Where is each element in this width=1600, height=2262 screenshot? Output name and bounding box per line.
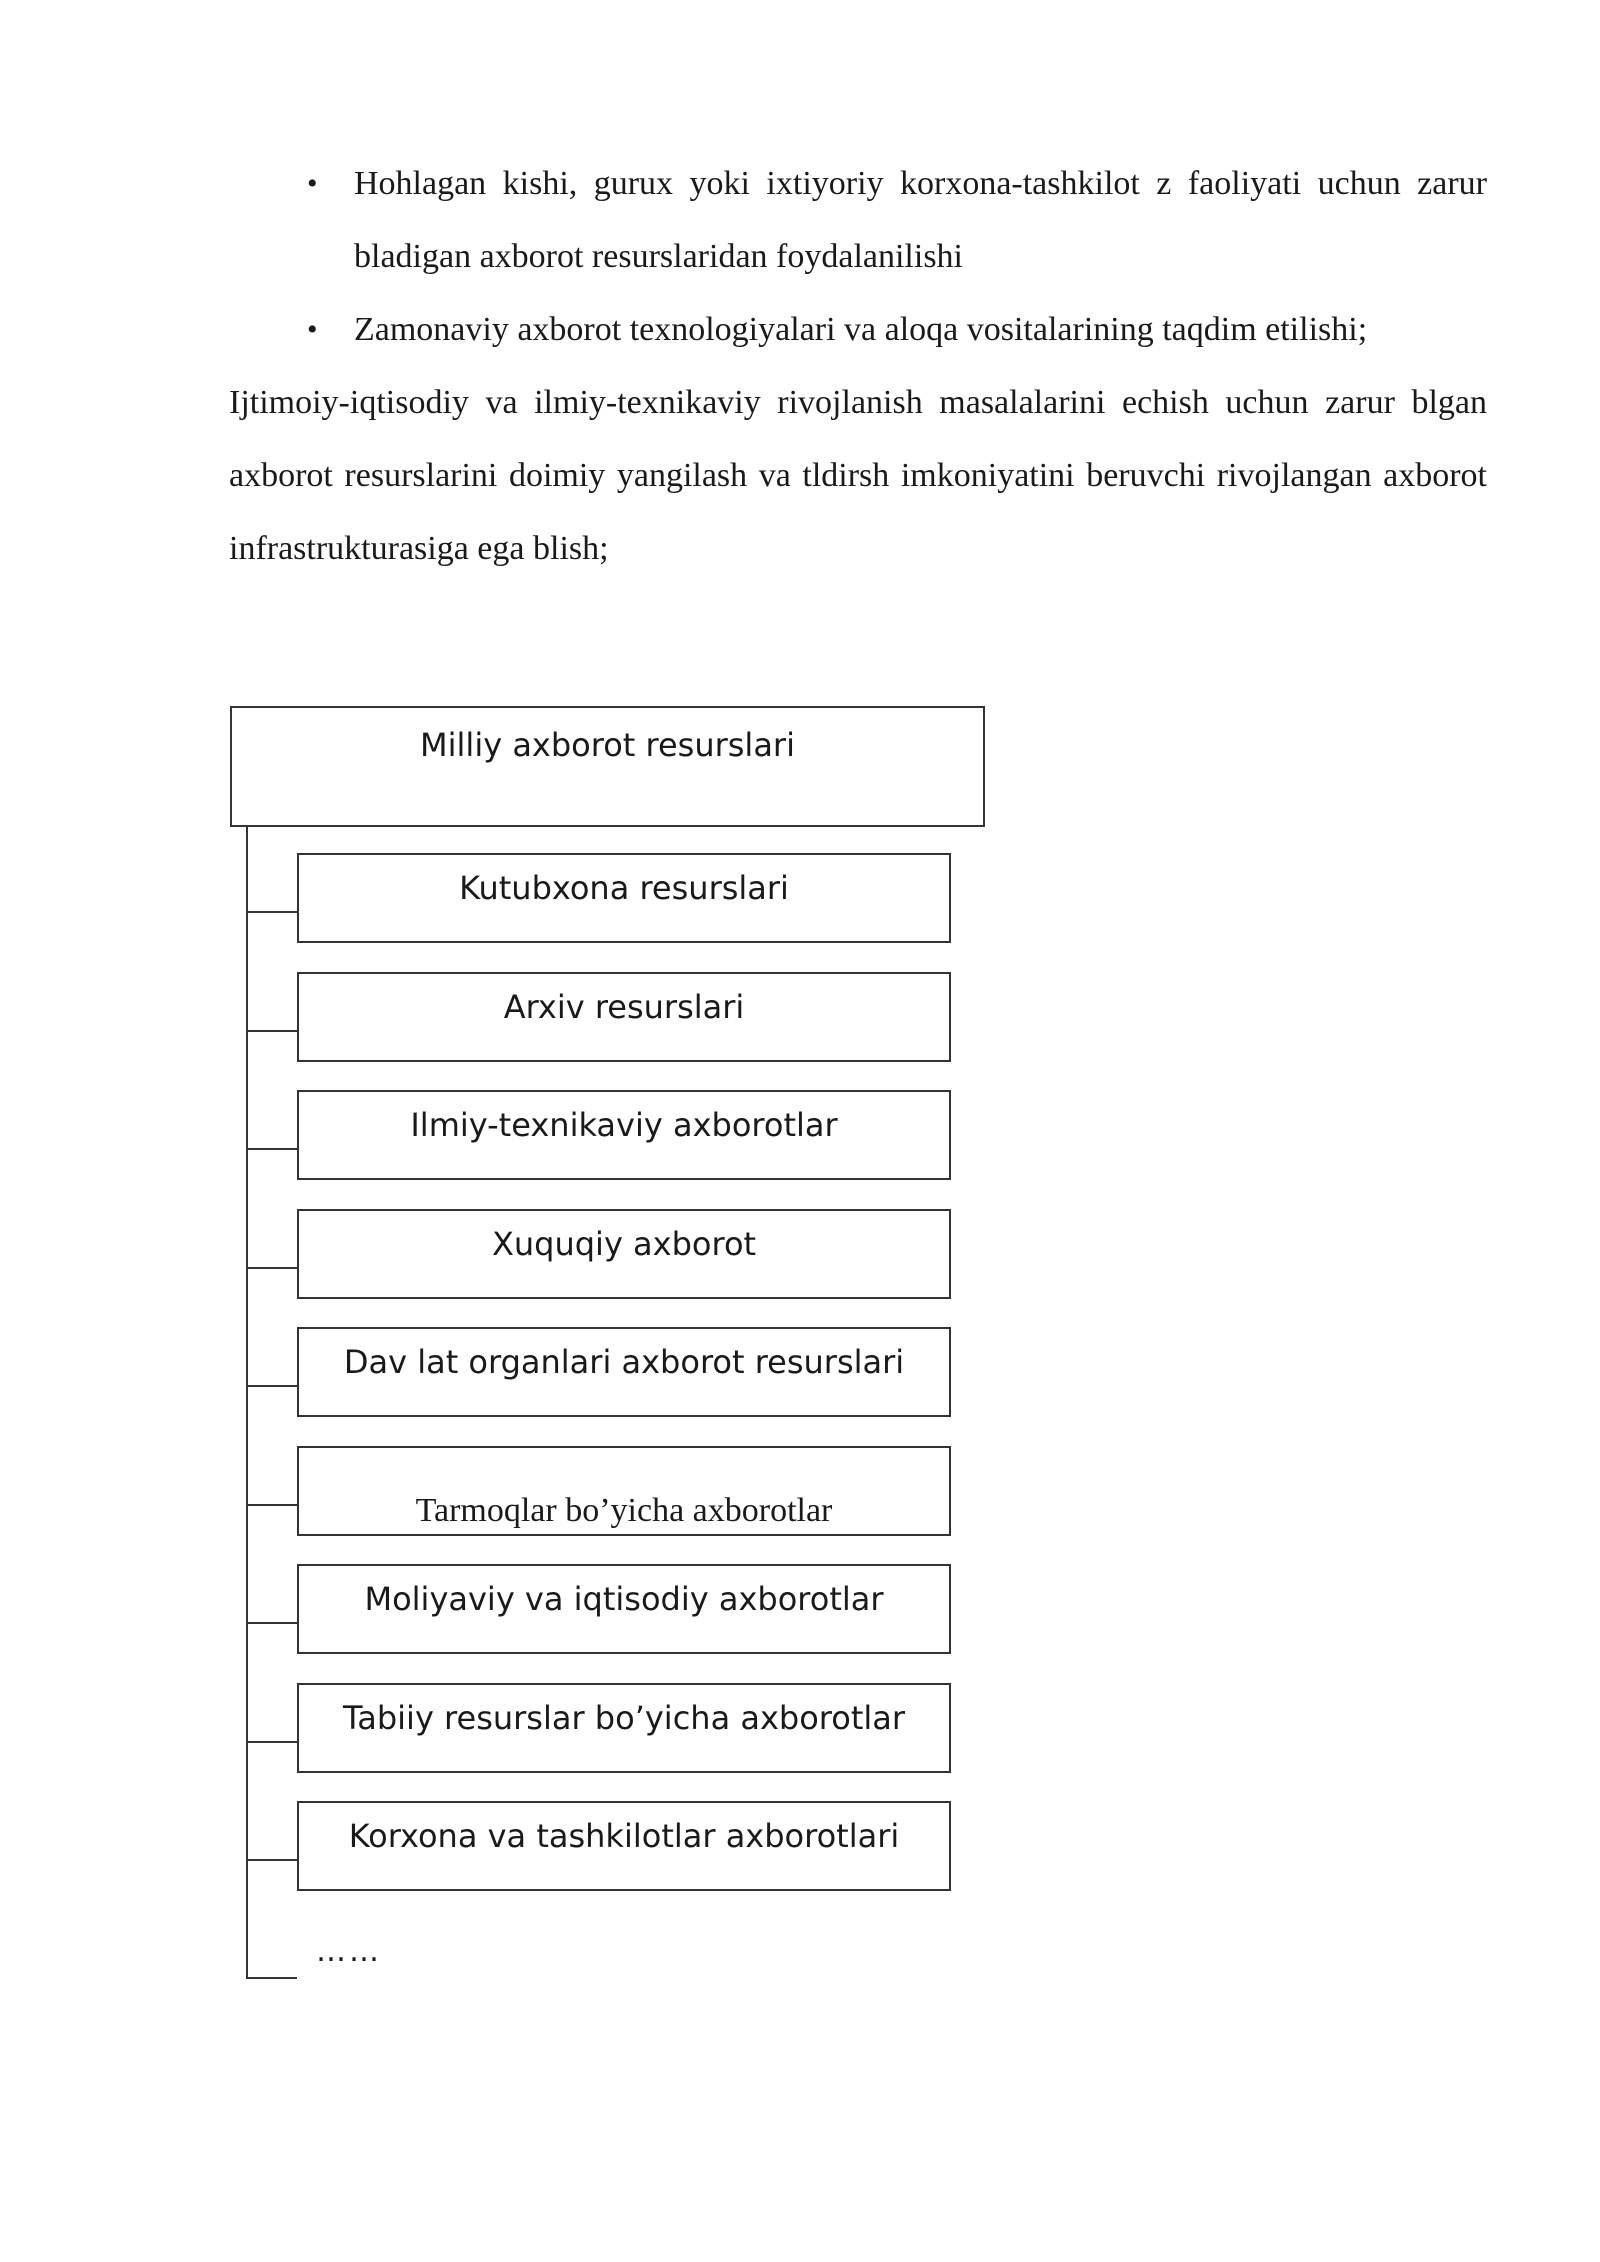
diagram-root-label: Milliy axborot resurslari <box>420 726 795 764</box>
diagram-child-label: Xuquqiy axborot <box>491 1225 757 1263</box>
diagram-child-label: Ilmiy-texnikaviy axborotlar <box>410 1106 838 1144</box>
connector-branch <box>246 1622 297 1624</box>
connector-branch <box>246 1385 297 1387</box>
diagram-child-box <box>297 1446 951 1536</box>
connector-branch <box>246 1741 297 1743</box>
connector-trunk <box>246 827 248 1979</box>
diagram-child-label: Dav lat organlari axborot resurslari <box>343 1343 905 1381</box>
bullet-icon: • <box>307 313 318 346</box>
diagram-child-box <box>297 1801 951 1891</box>
text-block <box>229 147 1487 585</box>
connector-branch-end <box>246 1977 297 1979</box>
diagram-child-label: Moliyaviy va iqtisodiy axborotlar <box>364 1580 884 1618</box>
diagram-child-box <box>297 972 951 1062</box>
diagram-child-label: Tabiiy resurslar bo’yicha axborotlar <box>342 1699 906 1737</box>
diagram-child-label: Kutubxona resurslari <box>459 869 789 907</box>
diagram-child-box <box>297 1209 951 1299</box>
diagram-child-box <box>297 1564 951 1654</box>
body-paragraph: Ijtimoiy-iqtisodiy va ilmiy-texnikaviy rivojlanish masalalarini echish uchun zarur blgan axborot resurslarini doimiy yangilash va tldirsh imkoniyatini beruvchi rivojlangan axborot infrastrukturasiga ega blish; <box>229 384 1487 567</box>
bullet-text-1: Hohlagan kishi, gurux yoki ixtiyoriy korxona-tashkilot z faoliyati uchun zarur bladigan axborot resurslaridan foydalanilishi <box>354 165 1487 275</box>
diagram-child-box <box>297 853 951 943</box>
diagram-root-box <box>230 706 985 827</box>
connector-branch <box>246 1030 297 1032</box>
diagram-child-box <box>297 1683 951 1773</box>
diagram-child-label: Korxona va tashkilotlar axborotlari <box>348 1817 900 1855</box>
bullet-icon: • <box>307 167 318 200</box>
connector-branch <box>246 1859 297 1861</box>
bullet-item-1 <box>229 147 1487 293</box>
connector-branch <box>246 911 297 913</box>
diagram-ellipsis: …… <box>316 1934 382 1969</box>
diagram-child-box <box>297 1090 951 1180</box>
diagram-child-label: Tarmoqlar bo’yicha axborotlar <box>415 1492 833 1529</box>
connector-branch <box>246 1504 297 1506</box>
bullet-text-2: Zamonaviy axborot texnologiyalari va aloqa vositalarining taqdim etilishi; <box>354 311 1368 348</box>
connector-branch <box>246 1148 297 1150</box>
bullet-item-2 <box>229 293 1487 366</box>
diagram-child-label: Arxiv resurslari <box>503 988 745 1026</box>
diagram-child-box <box>297 1327 951 1417</box>
connector-branch <box>246 1267 297 1269</box>
